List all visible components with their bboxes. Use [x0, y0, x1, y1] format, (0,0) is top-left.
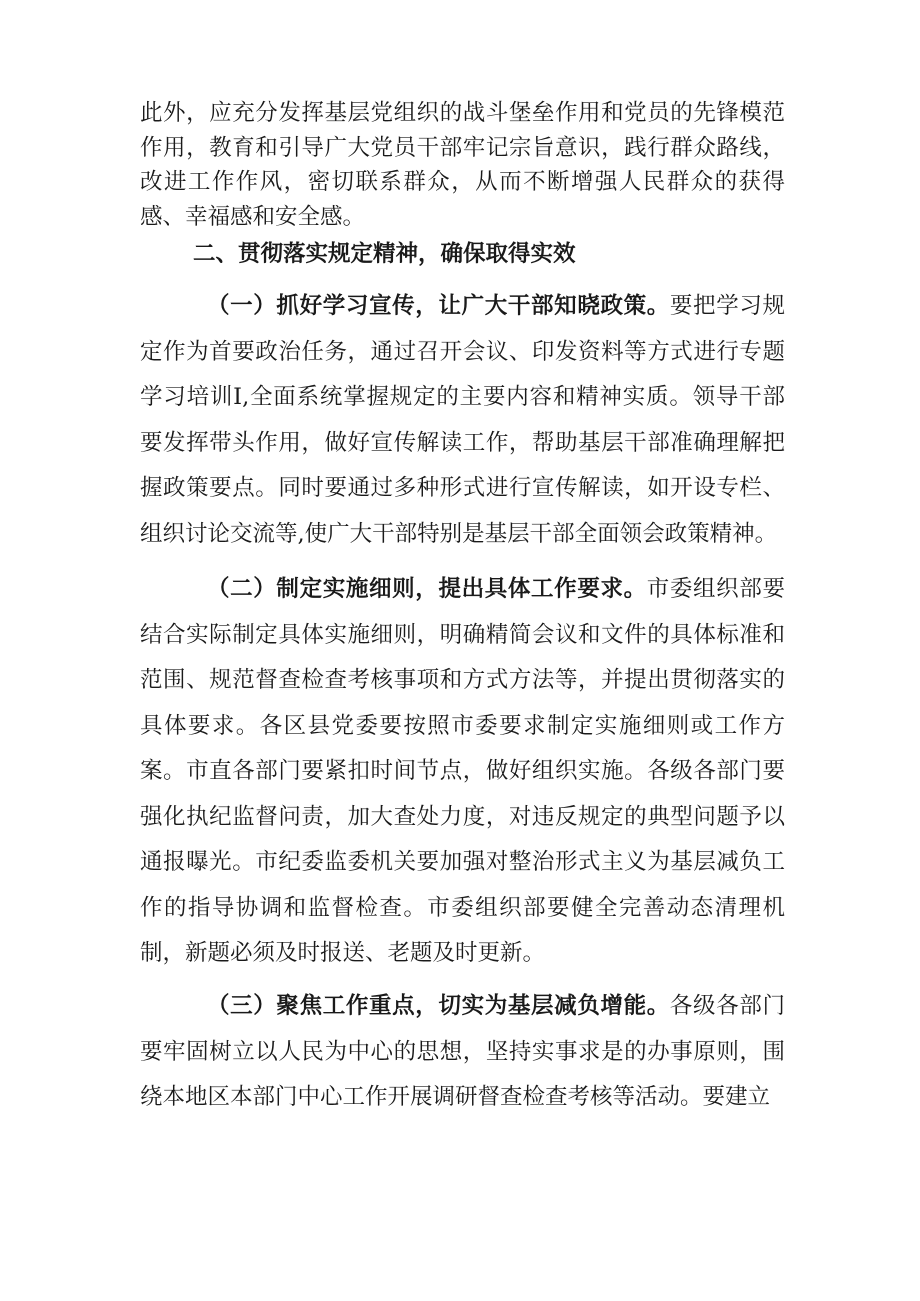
item-lead-1: （一）抓好学习宣传，让广大干部知晓政策。: [207, 293, 670, 319]
item-lead-2: （二）制定实施细则，提出具体工作要求。: [207, 576, 647, 602]
item-body-3: 各级各部门要牢固树立以人民为中心的思想，坚持实事求是的办事原则，围绕本地区本部门中心工作开展调研督查检查考核等活动。要建立: [140, 993, 785, 1110]
item-paragraph-1: [140, 284, 785, 557]
paragraph-continuation: 此外，应充分发挥基层党组织的战斗堡垒作用和党员的先锋模范作用，教育和引导广大党员干部牢记宗旨意识，践行群众路线，改进工作作风，密切联系群众，从而不断增强人民群众的获得感、幸福感和安全感。: [140, 100, 785, 230]
section-heading: 二、贯彻落实规定精神，确保取得实效: [193, 241, 576, 267]
item-paragraph-3: [140, 984, 785, 1121]
item-lead-3: （三）聚焦工作重点，切实为基层减负增能。: [207, 993, 670, 1019]
item-body-1: 要把学习规定作为首要政治任务，通过召开会议、印发资料等方式进行专题学习培训I,全面系统掌握规定的主要内容和精神实质。领导干部要发挥带头作用，做好宣传解读工作，帮助基层干部准确理解把握政策要点。同时要通过多种形式进行宣传解读，如开设专栏、组织讨论交流等,使广大干部特别是基层干部全面领会政策精神。: [140, 293, 785, 547]
item-paragraph-2: [140, 567, 785, 977]
item-body-2: 市委组织部要结合实际制定具体实施细则，明确精简会议和文件的具体标准和范围、规范督查检查考核事项和方式方法等，并提出贯彻落实的具体要求。各区县党委要按照市委要求制定实施细则或工作方案。市直各部门要紧扣时间节点，做好组织实施。各级各部门要强化执纪监督问责，加大查处力度，对违反规定的典型问题予以通报曝光。市纪委监委机关要加强对整治形式主义为基层减负工作的指导协调和监督检查。市委组织部要健全完善动态清理机制，新题必须及时报送、老题及时更新。: [140, 576, 785, 966]
